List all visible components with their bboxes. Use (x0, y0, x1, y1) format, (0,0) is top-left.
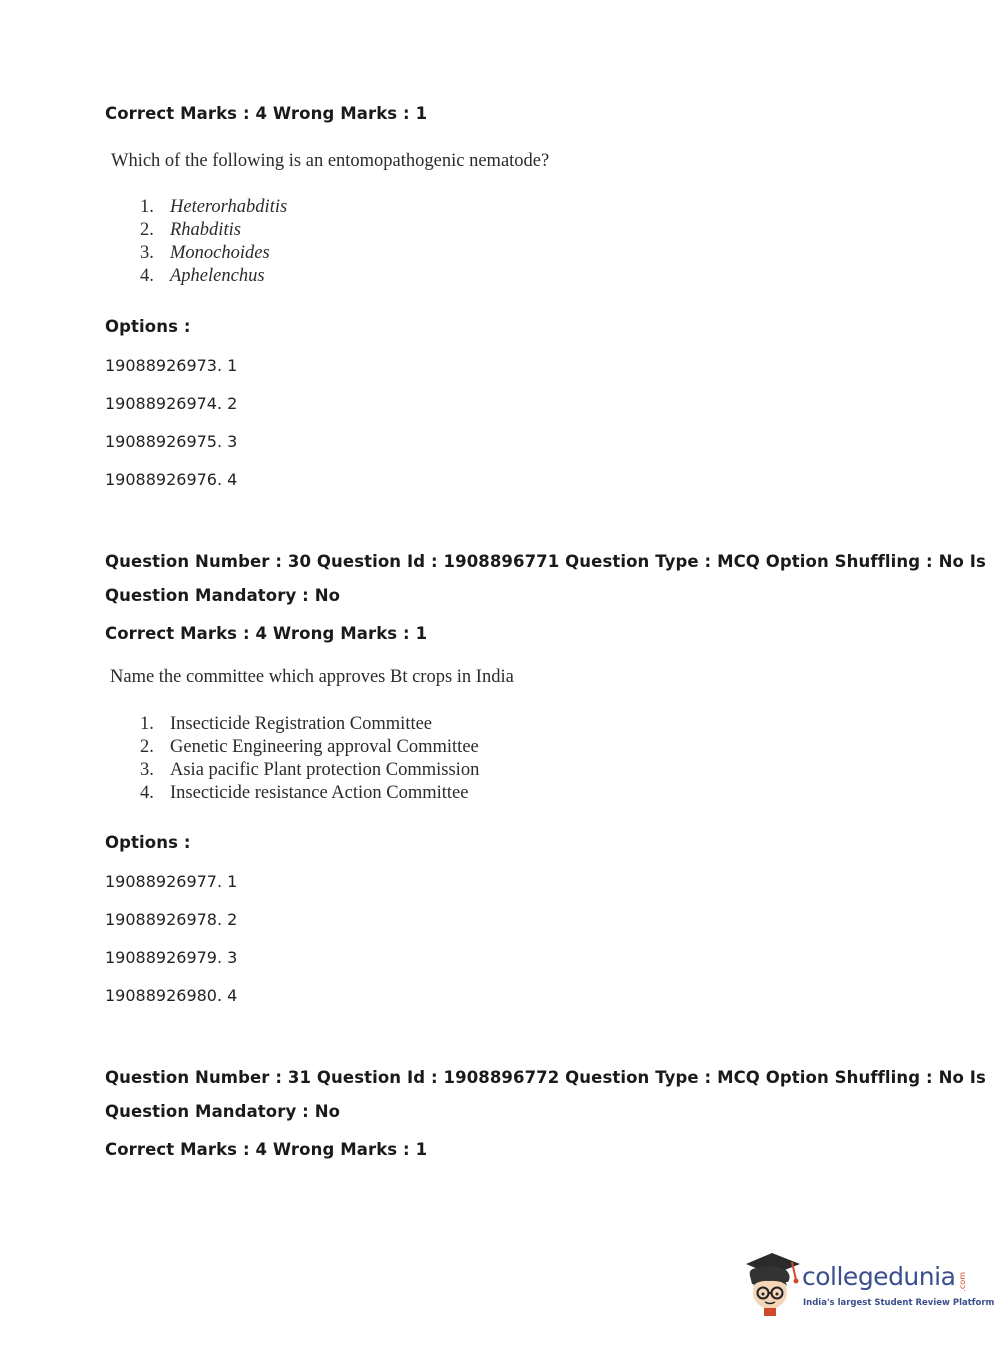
marks-line: Correct Marks : 4 Wrong Marks : 1 (105, 1140, 428, 1159)
choice-item: 3. Monochoides (140, 243, 270, 263)
mascot-icon (742, 1250, 802, 1316)
option-item: 19088926976. 4 (105, 470, 238, 489)
option-item: 19088926977. 1 (105, 872, 238, 891)
question-header-cont: Question Mandatory : No (105, 586, 341, 605)
choice-item: 4. Insecticide resistance Action Committee (140, 783, 469, 803)
choice-item: 3. Asia pacific Plant protection Commission (140, 760, 480, 780)
choice-item: 2. Genetic Engineering approval Committee (140, 737, 479, 757)
marks-line: Correct Marks : 4 Wrong Marks : 1 (105, 624, 428, 643)
option-item: 19088926978. 2 (105, 910, 238, 929)
choice-item: 2. Rhabditis (140, 220, 241, 240)
option-item: 19088926980. 4 (105, 986, 238, 1005)
choice-item: 4. Aphelenchus (140, 266, 265, 286)
logo-dotcom: .com (958, 1272, 967, 1292)
logo-wordmark: collegedunia (802, 1262, 956, 1291)
option-item: 19088926974. 2 (105, 394, 238, 413)
options-label: Options : (105, 317, 191, 336)
question-text: Which of the following is an entomopathogenic nematode? (111, 151, 550, 171)
choice-list (140, 713, 479, 805)
choice-item: 1. Insecticide Registration Committee (140, 714, 433, 734)
option-item: 19088926979. 3 (105, 948, 238, 967)
choice-item: 1. Heterorhabditis (140, 197, 288, 217)
question-header-cont: Question Mandatory : No (105, 1102, 341, 1121)
marks-line: Correct Marks : 4 Wrong Marks : 1 (105, 104, 428, 123)
option-item: 19088926973. 1 (105, 356, 238, 375)
question-header: Question Number : 31 Question Id : 1908896772 Question Type : MCQ Option Shuffling : No Is (105, 1068, 986, 1087)
question-header: Question Number : 30 Question Id : 1908896771 Question Type : MCQ Option Shuffling : No Is (105, 552, 986, 571)
collegedunia-logo[interactable] (742, 1250, 995, 1320)
options-label: Options : (105, 833, 191, 852)
option-item: 19088926975. 3 (105, 432, 238, 451)
choice-list (140, 196, 287, 288)
logo-tagline: India's largest Student Review Platform (803, 1298, 995, 1308)
question-text: Name the committee which approves Bt crops in India (110, 667, 514, 687)
